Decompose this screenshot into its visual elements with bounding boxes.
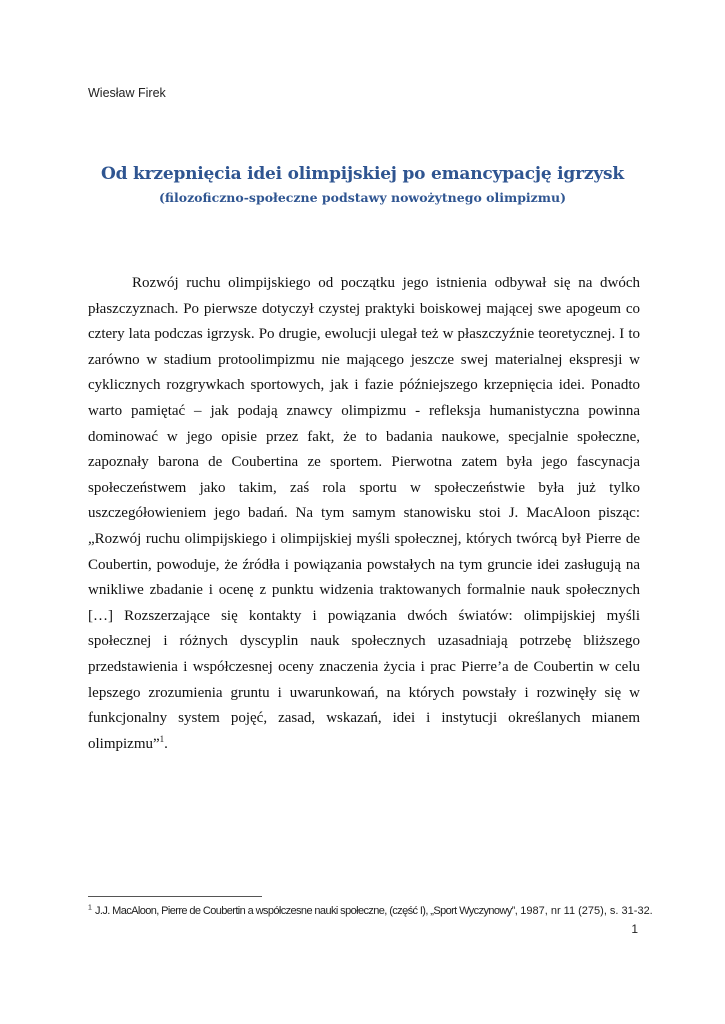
footnote-reference: 1: [159, 733, 165, 744]
footnote-details: 1987, nr 11 (275), s. 31-32.: [520, 905, 653, 917]
document-title: Od krzepnięcia idei olimpijskiej po emancypację igrzysk: [101, 164, 624, 184]
footnote: [88, 904, 653, 917]
author-name: Wiesław Firek: [88, 86, 166, 100]
page-number: 1: [631, 922, 638, 936]
footnote-citation: J.J. MacAloon, Pierre de Coubertin a współczesne nauki społeczne, (część I), „Sport Wyczynowy”,: [94, 905, 518, 917]
paragraph-text: Rozwój ruchu olimpijskiego od początku jego istnienia odbywał się na dwóch płaszczyznach. Po pierwsze dotyczył czystej praktyki boiskowej mającej swe apogeum co cztery lata podczas igrzysk. Po drugie, ewolucji ulegał też w płaszczyźnie teoretycznej. I to zarówno w stadium protoolimpizmu nie mającego jeszcze swej materialnej ekspresji w cyklicznych rozgrywkach sportowych, jak i fazie późniejszego krzepnięcia idei. Ponadto warto pamiętać – jak podają znawcy olimpizmu - refleksja humanistyczna powinna dominować w jego opisie przez fakt, że to badania naukowe, specjalnie społeczne, zapoznały barona de Coubertina ze sportem. Pierwotna zatem była jego fascynacja społeczeństwem jako takim, zaś rola sportu w społeczeństwie była już tylko uszczegółowieniem jego badań. Na tym samym stanowisku stoi J. MacAloon pisząc: „Rozwój ruchu olimpijskiego i olimpijskiej myśli społecznej, których twórcą był Pierre de Coubertin, powoduje, że źródła i powiązania powstałych na tym gruncie idei zasługują na wnikliwe zbadanie i ocenę z punktu widzenia traktowanych formalnie nauk społecznych […] Rozszerzające się kontakty i powiązania dwóch światów: olimpijskiej myśli społecznej i różnych dyscyplin nauk społecznych uzasadniają potrzebę bliższego przedstawienia i współczesnej oceny znaczenia życia i prac Pierre’a de Coubertin w celu lepszego zrozumienia gruntu i uwarunkowań, na których powstały i rozwinęły się w funkcjonalny system pojęć, zasad, wskazań, idei i instytucji określanych mianem olimpizmu”: [88, 275, 640, 752]
footnote-separator: [88, 896, 262, 897]
document-subtitle: (filozoficzno-społeczne podstawy nowożytnego olimpizmu): [158, 190, 567, 205]
body-paragraph: Rozwój ruchu olimpijskiego od początku jego istnienia odbywał się na dwóch płaszczyznach. Po pierwsze dotyczył czystej praktyki boiskowej mającej swe apogeum co cztery lata podczas igrzysk. Po drugie, ewolucji ulegał też w płaszczyźnie teoretycznej. I to zarówno w stadium protoolimpizmu nie mającego jeszcze swej materialnej ekspresji w cyklicznych rozgrywkach sportowych, jak i fazie późniejszego krzepnięcia idei. Ponadto warto pamiętać – jak podają znawcy olimpizmu - refleksja humanistyczna powinna dominować w jego opisie przez fakt, że to badania naukowe, specjalnie społeczne, zapoznały barona de Coubertina ze sportem. Pierwotna zatem była jego fascynacja społeczeństwem jako takim, zaś rola sportu w społeczeństwie była już tylko uszczegółowieniem jego badań. Na tym samym stanowisku stoi J. MacAloon pisząc: „Rozwój ruchu olimpijskiego i olimpijskiej myśli społecznej, których twórcą był Pierre de Coubertin, powoduje, że źródła i powiązania powstałych na tym gruncie idei zasługują na wnikliwe zbadanie i ocenę z punktu widzenia traktowanych formalnie nauk społecznych […] Rozszerzające się kontakty i powiązania dwóch światów: olimpijskiej myśli społecznej i różnych dyscyplin nauk społecznych uzasadniają potrzebę bliższego przedstawienia i współczesnej oceny znaczenia życia i prac Pierre’a de Coubertin w celu lepszego zrozumienia gruntu i uwarunkowań, na których powstały i rozwinęły się w funkcjonalny system pojęć, zasad, wskazań, idei i instytucji określanych mianem olimpizmu”$^1$.: [88, 275, 640, 752]
footnote-marker: 1: [88, 904, 92, 912]
